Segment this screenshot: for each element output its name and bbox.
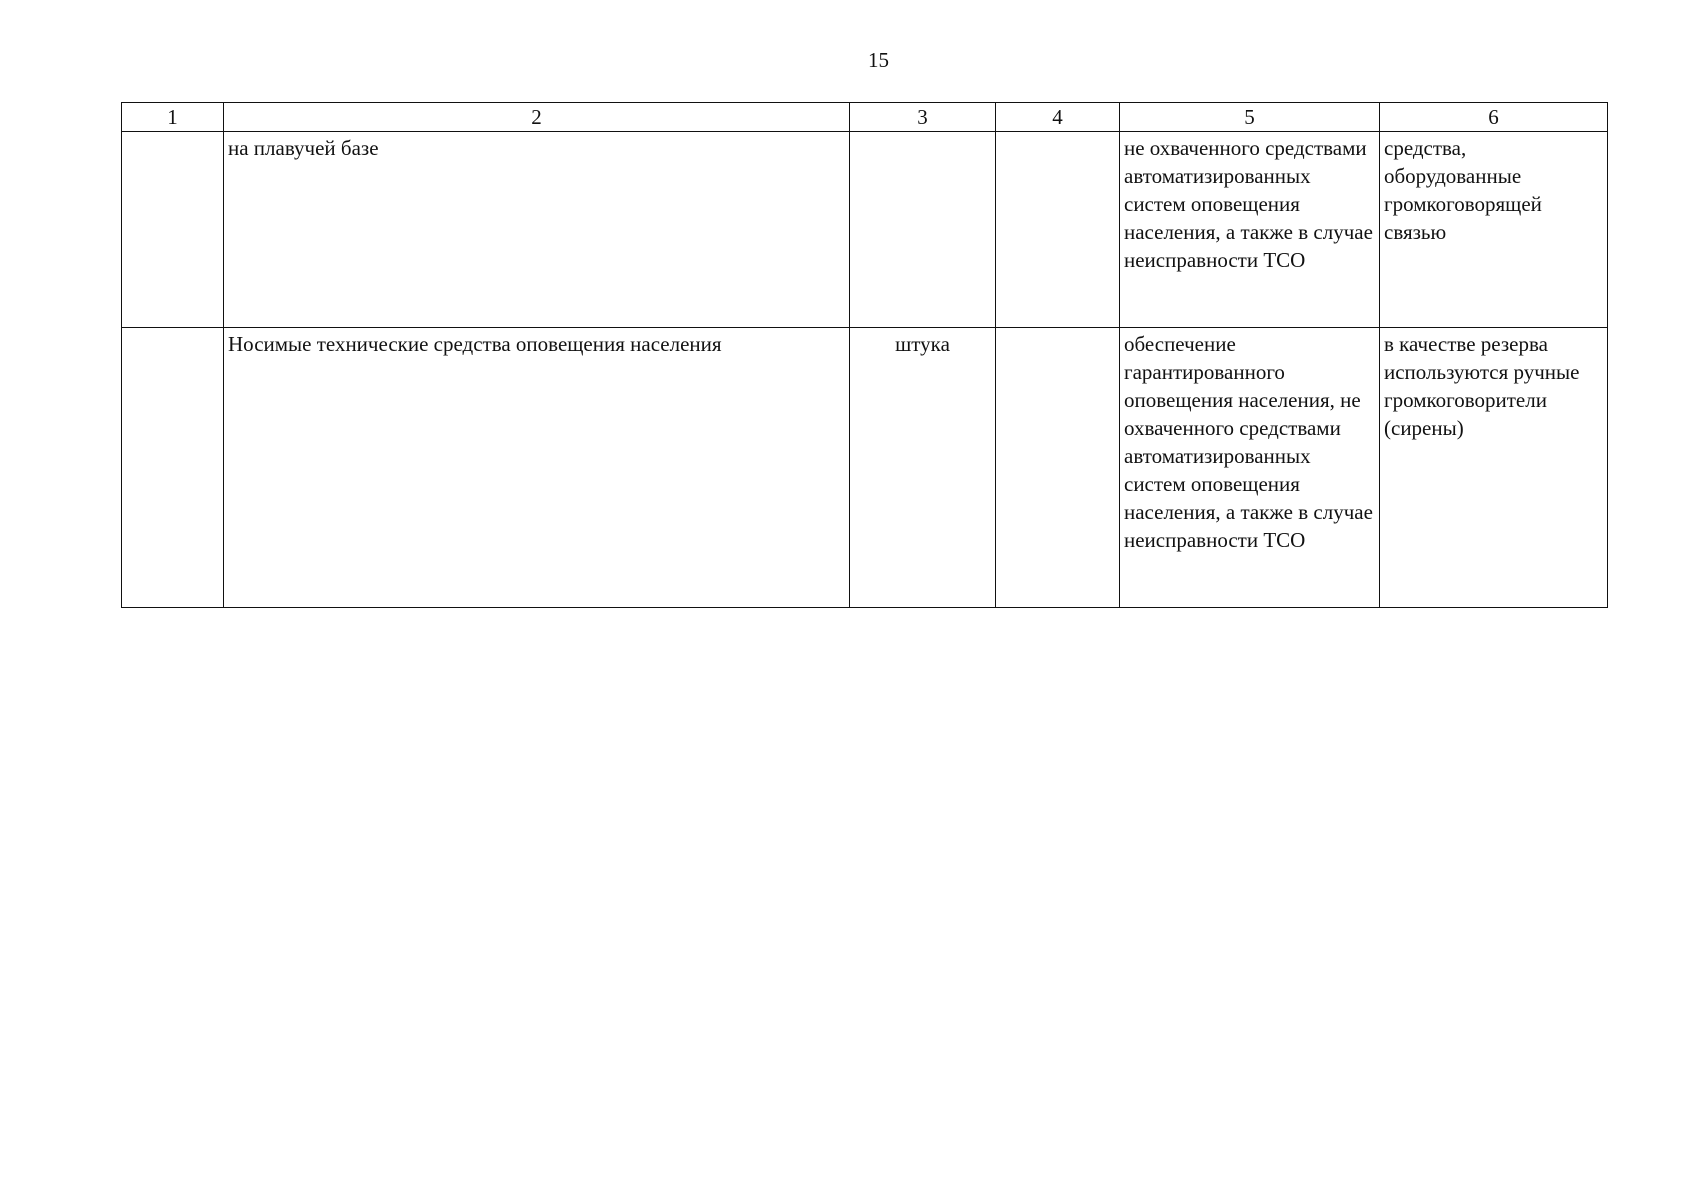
cell-purpose: не охваченного средствами автоматизированных систем оповещения населения, а также в случае неисправности ТСО [1120, 132, 1380, 328]
cell-name: Носимые технические средства оповещения населения [224, 328, 850, 608]
cell-purpose: обеспечение гарантированного оповещения населения, не охваченного средствами автоматизированных систем оповещения населения, а также в случае неисправности ТСО [1120, 328, 1380, 608]
page-number: 15 [868, 48, 889, 72]
cell-number [122, 132, 224, 328]
header-col-2: 2 [224, 103, 850, 132]
cell-note: в качестве резерва используются ручные громкоговорители (сирены) [1380, 328, 1608, 608]
header-col-6: 6 [1380, 103, 1608, 132]
header-col-5: 5 [1120, 103, 1380, 132]
header-col-1: 1 [122, 103, 224, 132]
header-col-4: 4 [996, 103, 1120, 132]
table-header-row [122, 103, 1608, 132]
cell-unit: штука [850, 328, 996, 608]
cell-note: средства, оборудованные громкоговорящей связью [1380, 132, 1608, 328]
cell-unit [850, 132, 996, 328]
document-table [121, 102, 1608, 608]
cell-number [122, 328, 224, 608]
table-row [122, 328, 1608, 608]
header-col-3: 3 [850, 103, 996, 132]
table-row [122, 132, 1608, 328]
cell-quantity [996, 328, 1120, 608]
cell-quantity [996, 132, 1120, 328]
cell-name: на плавучей базе [224, 132, 850, 328]
